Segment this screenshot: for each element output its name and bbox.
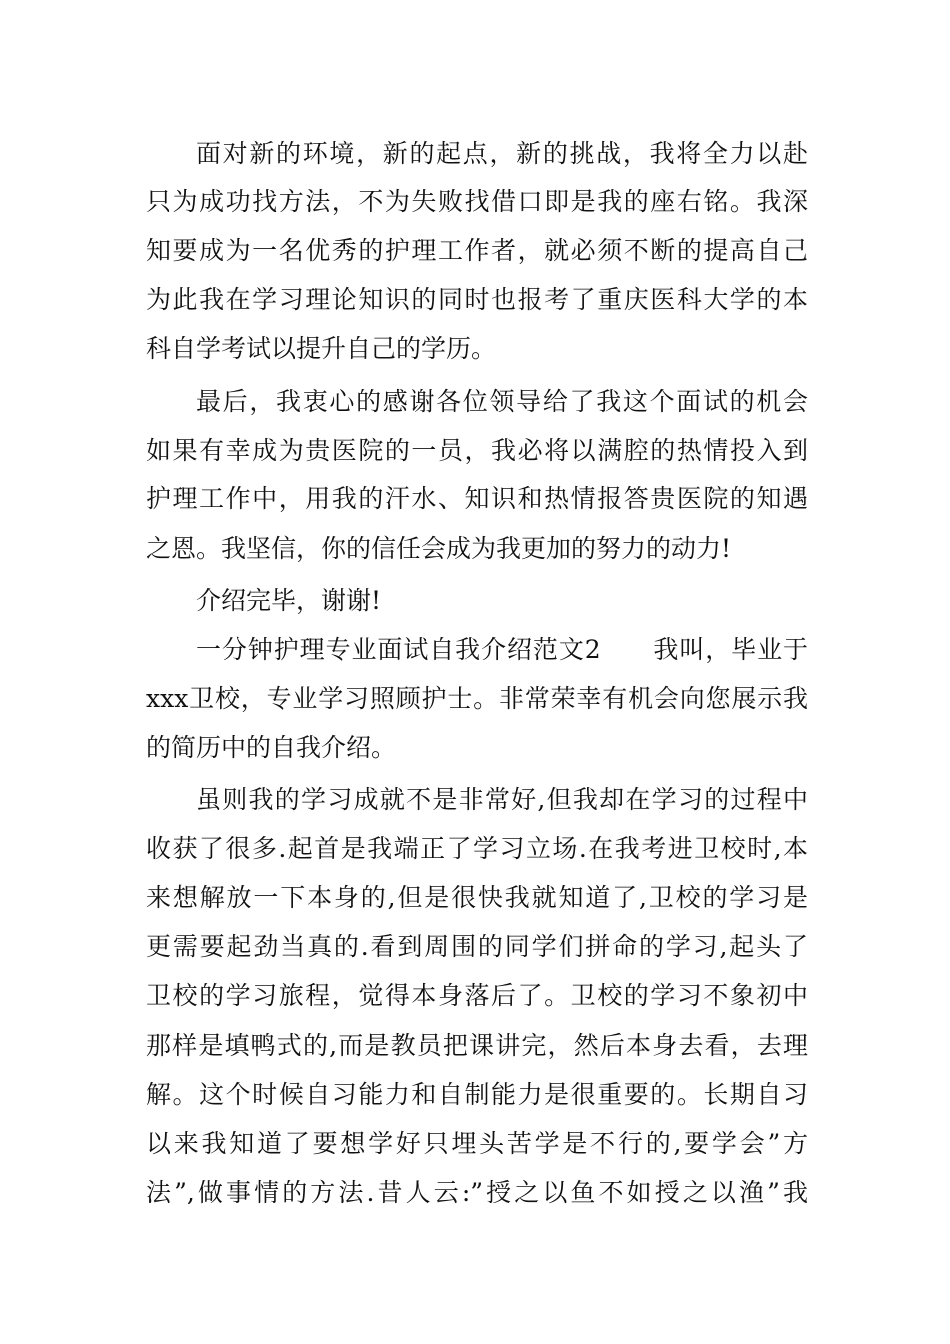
text-line: 以来我知道了要想学好只埋头苦学是不行的,要学会”方 (146, 1129, 808, 1158)
text-line: 一分钟护理专业面试自我介绍范文2 我叫，毕业于 (196, 635, 808, 664)
text-line: 面对新的环境，新的起点，新的挑战，我将全力以赴 (196, 139, 808, 168)
text-line: 如果有幸成为贵医院的一员，我必将以满腔的热情投入到 (146, 436, 808, 465)
text-line: 虽则我的学习成就不是非常好,但我却在学习的过程中 (196, 785, 808, 814)
text-line: 为此我在学习理论知识的同时也报考了重庆医科大学的本 (146, 285, 808, 314)
text-line: 那样是填鸭式的,而是教员把课讲完，然后本身去看，去理 (146, 1031, 808, 1060)
text-line: 收获了很多.起首是我端正了学习立场.在我考进卫校时,本 (146, 834, 808, 863)
text-line: 之恩。我坚信，你的信任会成为我更加的努力的动力! (146, 534, 732, 563)
text-line: 更需要起劲当真的.看到周围的同学们拼命的学习,起头了 (146, 932, 808, 961)
text-line: 的简历中的自我介绍。 (146, 733, 397, 762)
text-line: xxx卫校，专业学习照顾护士。非常荣幸有机会向您展示我 (146, 684, 808, 713)
text-line: 介绍完毕，谢谢! (196, 586, 382, 615)
text-line: 卫校的学习旅程，觉得本身落后了。卫校的学习不象初中 (146, 981, 808, 1010)
text-line: 法”,做事情的方法.昔人云:”授之以鱼不如授之以渔”我 (146, 1178, 808, 1207)
text-line: 护理工作中，用我的汗水、知识和热情报答贵医院的知遇 (146, 484, 808, 513)
text-line: 科自学考试以提升自己的学历。 (146, 334, 497, 363)
text-line: 知要成为一名优秀的护理工作者，就必须不断的提高自己 (146, 236, 808, 265)
text-line: 只为成功找方法，不为失败找借口即是我的座右铭。我深 (146, 187, 808, 216)
text-line: 解。这个时候自习能力和自制能力是很重要的。长期自习 (146, 1080, 808, 1109)
text-line: 来想解放一下本身的,但是很快我就知道了,卫校的学习是 (146, 883, 808, 912)
text-line: 最后，我衷心的感谢各位领导给了我这个面试的机会 (196, 387, 808, 416)
